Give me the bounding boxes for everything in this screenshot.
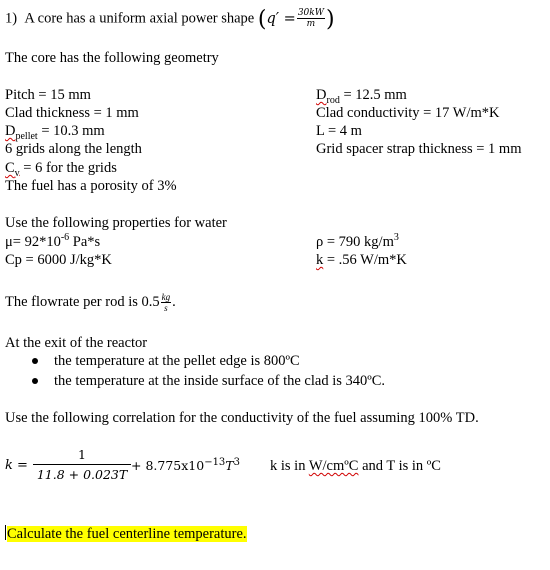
correlation-fraction: 1 11.8 + 0.023T xyxy=(33,446,131,484)
spacer-line: Grid spacer strap thickness = 1 mm xyxy=(316,141,522,157)
exit-heading: At the exit of the reactor xyxy=(5,335,148,351)
clad-conductivity-line: Clad conductivity = 17 W/m*K xyxy=(316,105,500,121)
geometry-heading: The core has the following geometry xyxy=(5,50,219,66)
bullet-icon xyxy=(32,358,38,364)
list-item: the temperature at the inside surface of the clad is 340ºC. xyxy=(32,373,385,390)
density-line: ρ = 790 $kg/m^3$ xyxy=(316,232,399,250)
correlation-equation: k = 1 11.8 + 0.023T + $8.775x10^{-13}T^3$ k is in W/cmºC and T is in ºC xyxy=(5,447,441,482)
grids-line: 6 grids along the length xyxy=(5,141,142,157)
correlation-intro: Use the following correlation for the conductivity of the fuel assuming 100% TD. xyxy=(5,410,479,426)
question-text[interactable]: Calculate the fuel centerline temperature. xyxy=(7,526,247,542)
pellet-diameter-line: $D_{pellet} = 10.3$ mm xyxy=(5,123,105,142)
flowrate-line: The flowrate per rod is 0.5 $\frac{kg}{s}$ . xyxy=(5,292,176,313)
rod-diameter-line: $D_{rod} = 12.5$ mm xyxy=(316,87,407,106)
text-cursor xyxy=(5,525,6,540)
bullet-icon xyxy=(32,378,38,384)
porosity-line: The fuel has a porosity of 3% xyxy=(5,178,177,194)
power-equation: (q′ = $\frac{30kW}{m}$ ) xyxy=(257,6,335,32)
pitch-line: Pitch = 15 mm xyxy=(5,87,91,103)
problem-line xyxy=(5,6,335,32)
cv-line: $C_v = 6$ for the grids xyxy=(5,160,117,179)
question-line xyxy=(5,525,247,543)
flowrate-fraction: $\frac{kg}{s}$ xyxy=(161,292,171,313)
cp-line: Cp = 6000 J/kg*K xyxy=(5,252,112,268)
correlation-term: + $8.775x10^{-13}T^3$ xyxy=(131,456,241,473)
power-fraction: $\frac{30kW}{m}$ xyxy=(297,8,324,29)
list-item: the temperature at the pellet edge is 800ºC xyxy=(32,353,300,370)
problem-intro: A core has a uniform axial power shape xyxy=(24,10,255,27)
water-conductivity-line: k = .56 W/m*K xyxy=(316,252,407,268)
clad-thickness-line: Clad thickness = 1 mm xyxy=(5,105,139,121)
length-line: L = 4 m xyxy=(316,123,362,139)
problem-number: 1) xyxy=(5,10,18,27)
water-heading: Use the following properties for water xyxy=(5,215,227,231)
units-note: k is in W/cmºC and T is in ºC xyxy=(270,458,441,474)
viscosity-line: $\mu= 92*10^{-6}$ Pa*s xyxy=(5,232,101,250)
